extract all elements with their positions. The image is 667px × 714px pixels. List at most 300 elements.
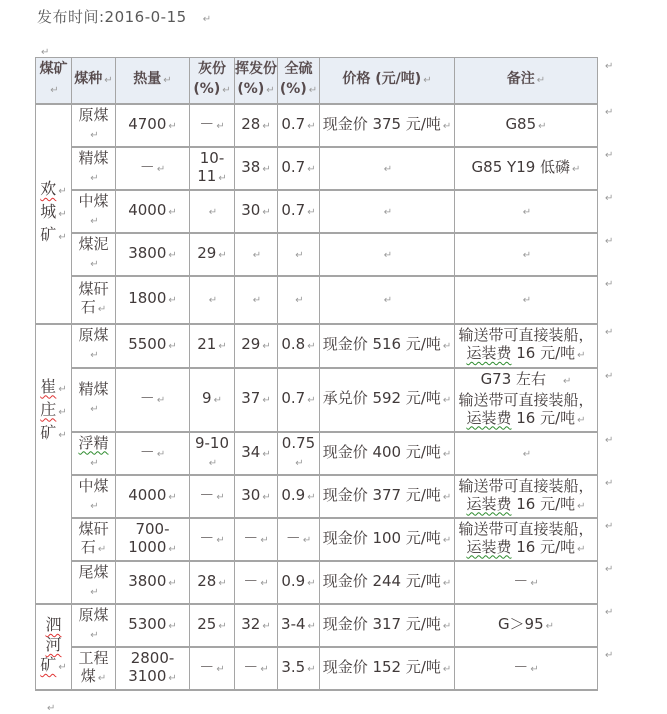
cell-paragraph <box>192 244 232 265</box>
text-segment: 灰份 <box>198 61 226 78</box>
paragraph-mark: ↵ <box>383 206 393 218</box>
paragraph-mark: ↵ <box>383 163 393 175</box>
text-segment: 16 元/吨 <box>511 408 576 427</box>
text-segment: 现金价 152 元/吨 <box>322 657 441 676</box>
text-segment: 现金价 375 元/吨 <box>322 114 441 133</box>
cell-paragraph <box>457 443 595 464</box>
text-segment: 煤种 <box>74 71 103 88</box>
heat-cell <box>116 368 190 432</box>
note-cell <box>455 104 598 147</box>
paragraph-mark: ↵ <box>168 341 177 352</box>
cell-paragraph <box>74 434 113 473</box>
heat-cell <box>116 432 190 475</box>
text-segment: 38 <box>241 157 261 176</box>
cell-paragraph <box>38 179 69 202</box>
header-cell-mine <box>36 58 72 104</box>
paragraph-mark: ↵ <box>536 75 546 87</box>
text-segment: 5500 <box>128 335 167 353</box>
text-segment: 现金价 100 元/吨 <box>322 528 441 547</box>
cell-paragraph <box>457 115 595 136</box>
paragraph-mark: ↵ <box>90 350 99 361</box>
paragraph-mark: ↵ <box>168 672 177 684</box>
note-cell <box>455 604 598 647</box>
heat-cell <box>116 475 190 518</box>
ash-cell <box>190 604 235 647</box>
cell-paragraph <box>74 192 113 231</box>
cell-paragraph <box>457 326 595 365</box>
row-end-mark: ↵ <box>605 106 614 118</box>
price-cell <box>320 190 455 233</box>
table-row <box>36 647 598 690</box>
paragraph-mark: ↵ <box>295 295 304 306</box>
text-segment: 25 <box>197 614 217 633</box>
table-row <box>36 233 598 276</box>
paragraph-mark: ↵ <box>307 341 316 352</box>
sulfur-cell <box>278 276 320 324</box>
text-segment: 16 元/吨 <box>511 494 576 513</box>
paragraph-mark: ↵ <box>218 620 227 632</box>
paragraph-mark: ↵ <box>208 295 218 306</box>
cell-paragraph <box>322 572 452 593</box>
header-cell-note <box>455 58 598 104</box>
text-segment: 挥发份 <box>235 61 277 78</box>
paragraph-mark: ↵ <box>168 120 177 132</box>
text-segment: (%) <box>279 81 307 98</box>
text-segment: 34 <box>241 442 261 461</box>
header-label <box>235 59 277 79</box>
paragraph-mark: ↵ <box>262 448 271 460</box>
cell-paragraph <box>280 158 317 179</box>
paragraph-mark: ↵ <box>218 172 227 184</box>
note-cell <box>455 647 598 690</box>
sulfur-cell <box>278 432 320 475</box>
paragraph-mark: ↵ <box>260 577 269 589</box>
heat-cell <box>116 233 190 276</box>
header-sublabel <box>278 79 319 101</box>
text-segment: 4000 <box>128 485 167 504</box>
sulfur-cell <box>278 368 320 432</box>
paragraph-mark: ↵ <box>522 206 532 218</box>
ash-cell <box>190 276 235 324</box>
text-segment: 浮精 <box>78 433 109 452</box>
text-segment: 28 <box>241 114 261 133</box>
cell-paragraph <box>237 335 275 356</box>
price-cell <box>320 432 455 475</box>
paragraph-mark: ↵ <box>442 663 452 675</box>
paragraph-mark: ↵ <box>252 295 262 306</box>
table-row <box>36 432 598 475</box>
cell-paragraph <box>192 434 232 473</box>
paragraph-mark: ↵ <box>442 120 452 132</box>
ash-cell <box>190 475 235 518</box>
cell-paragraph <box>280 201 317 222</box>
text-segment: 输送带可直接装船， <box>458 326 594 344</box>
row-end-mark: ↵ <box>605 192 614 204</box>
sulfur-cell <box>278 518 320 561</box>
row-end-mark: ↵ <box>605 60 614 72</box>
paragraph-mark: ↵ <box>538 120 547 132</box>
text-segment: 3.5 <box>281 657 306 676</box>
cell-paragraph <box>280 486 317 507</box>
cell-paragraph <box>457 572 595 593</box>
text-segment: 泗河 <box>45 615 62 654</box>
row-end-mark: ↵ <box>605 563 614 575</box>
table-row <box>36 604 598 647</box>
paragraph-mark: ↵ <box>222 85 231 97</box>
cell-paragraph <box>322 658 452 679</box>
cell-paragraph <box>280 615 317 636</box>
volatile-cell <box>235 324 278 368</box>
coal-type-cell <box>72 604 116 647</box>
text-segment: 煤泥 <box>78 234 109 253</box>
paragraph-mark: ↵ <box>208 206 218 218</box>
paragraph-mark: ↵ <box>90 586 99 598</box>
text-segment: G85 Y19 低磷 <box>471 157 571 176</box>
paragraph-mark: ↵ <box>577 414 586 426</box>
paragraph-mark: ↵ <box>302 534 312 546</box>
ash-cell <box>190 647 235 690</box>
paragraph-mark: ↵ <box>216 120 225 132</box>
text-segment: 3-4 <box>281 614 306 633</box>
mine-cell <box>36 604 72 690</box>
coal-price-table <box>35 57 598 691</box>
header-cell-volatile <box>235 58 278 104</box>
text-segment: － <box>199 657 215 676</box>
heat-cell <box>116 276 190 324</box>
cell-paragraph <box>280 389 317 410</box>
cell-paragraph <box>192 572 232 593</box>
cell-paragraph <box>237 486 275 507</box>
cell-paragraph <box>237 389 275 410</box>
cell-paragraph <box>192 529 232 550</box>
header-cell-sulfur <box>278 58 320 104</box>
table-row <box>36 276 598 324</box>
text-segment: (%) <box>193 81 221 98</box>
mine-cell <box>36 324 72 604</box>
text-segment: 16 元/吨 <box>511 537 576 556</box>
coal-type-cell <box>72 233 116 276</box>
coal-type-cell <box>72 147 116 190</box>
paragraph-mark: ↵ <box>90 258 99 270</box>
paragraph-mark: ↵ <box>168 491 177 503</box>
cell-paragraph <box>118 443 187 464</box>
ash-cell <box>190 432 235 475</box>
price-cell <box>320 324 455 368</box>
coal-type-cell <box>72 647 116 690</box>
cell-paragraph <box>280 335 317 356</box>
text-segment: 庄 <box>40 399 57 419</box>
header-cell-ash <box>190 58 235 104</box>
heat-cell <box>116 190 190 233</box>
table-row <box>36 324 598 368</box>
price-cell <box>320 561 455 604</box>
paragraph-mark: ↵ <box>90 500 99 512</box>
paragraph-mark: ↵ <box>530 577 539 589</box>
cell-paragraph <box>457 391 595 430</box>
text-segment: 0.75 <box>281 433 316 452</box>
volatile-cell <box>235 561 278 604</box>
ash-cell <box>190 233 235 276</box>
volatile-cell <box>235 104 278 147</box>
paragraph-mark: ↵ <box>90 404 99 415</box>
text-segment: 3800 <box>128 243 167 262</box>
row-end-mark: ↵ <box>605 434 614 446</box>
paragraph-mark: ↵ <box>168 249 177 261</box>
paragraph-mark: ↵ <box>262 395 271 406</box>
note-cell <box>455 432 598 475</box>
cell-paragraph <box>74 149 113 188</box>
sulfur-cell <box>278 190 320 233</box>
volatile-cell <box>235 475 278 518</box>
text-segment: G85 <box>505 114 537 133</box>
text-segment: 运装费 <box>466 344 512 362</box>
note-cell <box>455 276 598 324</box>
text-segment: 矿 <box>40 225 57 244</box>
table-row <box>36 368 598 432</box>
paragraph-mark: ↵ <box>156 448 166 460</box>
price-cell <box>320 233 455 276</box>
paragraph-mark: ↵ <box>307 663 316 675</box>
cell-paragraph <box>457 244 595 265</box>
cell-paragraph <box>237 615 275 636</box>
sulfur-cell <box>278 475 320 518</box>
text-segment: 原煤 <box>78 326 109 344</box>
cell-paragraph <box>74 606 113 645</box>
paragraph-mark: ↵ <box>90 129 99 141</box>
text-segment: 矿 <box>40 422 57 442</box>
paragraph-mark: ↵ <box>58 662 67 673</box>
text-segment: 输送带可直接装船， <box>458 476 594 495</box>
text-segment: 备注 <box>506 71 535 88</box>
paragraph-mark: ↵ <box>58 429 67 441</box>
text-segment: 4700 <box>128 114 167 133</box>
paragraph-mark: ↵ <box>307 395 316 406</box>
text-segment: 尾煤 <box>78 562 109 581</box>
cell-paragraph <box>280 572 317 593</box>
paragraph-mark: ↵ <box>260 534 269 546</box>
heat-cell <box>116 147 190 190</box>
paragraph-mark: ↵ <box>90 629 99 641</box>
header-label <box>190 59 234 79</box>
text-segment: 输送带可直接装船， <box>458 390 594 409</box>
cell-paragraph <box>237 289 275 310</box>
volatile-cell <box>235 647 278 690</box>
price-cell <box>320 604 455 647</box>
text-segment: 4000 <box>128 200 167 219</box>
text-segment: 5300 <box>128 614 167 633</box>
paragraph-mark: ↵ <box>307 120 316 132</box>
text-segment: 承兑价 592 元/吨 <box>322 389 441 407</box>
cell-paragraph <box>38 202 69 225</box>
text-segment: － <box>199 485 215 504</box>
cell-paragraph <box>192 289 232 310</box>
cell-paragraph <box>457 201 595 222</box>
note-cell <box>455 190 598 233</box>
text-segment: 9-10 <box>194 433 230 452</box>
coal-type-cell <box>72 475 116 518</box>
sulfur-cell <box>278 647 320 690</box>
text-segment: 工程煤 <box>78 648 109 685</box>
cell-paragraph <box>118 201 187 222</box>
paragraph-mark: ↵ <box>442 620 452 632</box>
header-cell-heat <box>116 58 190 104</box>
text-segment: 0.7 <box>281 114 306 133</box>
text-segment: 0.7 <box>281 200 306 219</box>
text-segment: 原煤 <box>78 105 109 124</box>
text-segment: (%) <box>237 81 265 98</box>
paragraph-mark: ↵ <box>168 577 177 589</box>
header-label <box>36 59 71 101</box>
paragraph-mark: ↵ <box>262 491 271 503</box>
text-segment: － <box>243 657 259 676</box>
heat-cell <box>116 647 190 690</box>
cell-paragraph <box>118 335 187 356</box>
cell-paragraph <box>118 115 187 136</box>
cell-paragraph <box>74 106 113 145</box>
cell-paragraph <box>322 158 452 179</box>
volatile-cell <box>235 518 278 561</box>
paragraph-mark: ↵ <box>216 663 225 675</box>
table-row <box>36 561 598 604</box>
text-segment: 运装费 <box>466 537 512 556</box>
note-cell <box>455 324 598 368</box>
cell-paragraph <box>118 615 187 636</box>
paragraph-mark: ↵ <box>308 85 318 97</box>
volatile-cell <box>235 604 278 647</box>
cell-paragraph <box>118 572 187 593</box>
text-segment: 30 <box>241 200 261 219</box>
paragraph-mark: ↵ <box>156 395 166 406</box>
paragraph-mark: ↵ <box>213 395 222 406</box>
cell-paragraph <box>192 201 232 222</box>
paragraph-mark: ↵ <box>58 383 67 395</box>
coal-type-cell <box>72 104 116 147</box>
text-segment: 煤矸石 <box>78 280 109 316</box>
cell-paragraph <box>237 244 275 265</box>
text-segment: － <box>139 157 155 176</box>
text-segment: 煤矸石 <box>78 519 109 556</box>
cell-paragraph <box>38 615 69 678</box>
paragraph-mark: ↵ <box>202 14 212 25</box>
paragraph-mark: ↵ <box>383 249 393 261</box>
heat-cell <box>116 324 190 368</box>
paragraph-mark: ↵ <box>218 341 227 352</box>
ash-cell <box>190 147 235 190</box>
coal-type-cell <box>72 276 116 324</box>
paragraph-mark: ↵ <box>156 163 166 175</box>
paragraph-mark: ↵ <box>266 85 275 97</box>
header-sublabel <box>235 79 277 101</box>
cell-paragraph <box>192 658 232 679</box>
text-segment: 原煤 <box>78 605 109 624</box>
text-segment: 热量 <box>133 71 162 88</box>
price-cell <box>320 147 455 190</box>
paragraph-mark: ↵ <box>216 534 225 546</box>
table-row <box>36 518 598 561</box>
cell-paragraph <box>192 389 232 410</box>
text-segment: 现金价 400 元/吨 <box>322 442 441 461</box>
paragraph-mark: ↵ <box>577 543 586 555</box>
text-segment: 1800 <box>128 289 167 307</box>
text-segment: － <box>513 657 529 676</box>
text-segment: 700-1000 <box>128 519 170 556</box>
row-end-mark: ↵ <box>605 235 614 247</box>
text-segment: 运装费 <box>466 408 512 427</box>
row-end-mark: ↵ <box>605 649 614 661</box>
paragraph-mark: ↵ <box>97 543 107 555</box>
note-cell <box>455 233 598 276</box>
paragraph-mark: ↵ <box>572 163 581 175</box>
cell-paragraph <box>280 658 317 679</box>
sulfur-cell <box>278 233 320 276</box>
price-cell <box>320 104 455 147</box>
sulfur-cell <box>278 604 320 647</box>
cell-paragraph <box>74 326 113 365</box>
paragraph-mark: ↵ <box>262 620 271 632</box>
price-cell <box>320 276 455 324</box>
text-segment: － <box>199 528 215 547</box>
cell-paragraph <box>280 289 317 310</box>
volatile-cell <box>235 190 278 233</box>
cell-paragraph <box>74 280 113 319</box>
text-segment: 输送带可直接装船， <box>458 519 594 538</box>
cell-paragraph <box>237 115 275 136</box>
sulfur-cell <box>278 561 320 604</box>
cell-paragraph <box>457 370 595 391</box>
paragraph-mark: ↵ <box>262 206 271 218</box>
header-cell-price <box>320 58 455 104</box>
cell-paragraph <box>74 380 113 419</box>
text-segment: 3800 <box>128 571 167 590</box>
cell-paragraph <box>237 443 275 464</box>
note-cell <box>455 475 598 518</box>
paragraph-mark: ↵ <box>262 120 271 132</box>
cell-paragraph <box>38 225 69 248</box>
cell-paragraph <box>322 244 452 265</box>
cell-paragraph <box>280 115 317 136</box>
cell-paragraph <box>237 529 275 550</box>
price-cell <box>320 475 455 518</box>
coal-type-cell <box>72 432 116 475</box>
paragraph-mark: ↵ <box>307 491 316 503</box>
header-label <box>116 69 189 91</box>
cell-paragraph <box>322 201 452 222</box>
cell-paragraph <box>280 434 317 473</box>
row-end-mark: ↵ <box>605 606 614 618</box>
paragraph-mark: ↵ <box>442 448 452 460</box>
text-segment: G73 左右 <box>480 369 562 388</box>
cell-paragraph <box>118 244 187 265</box>
cell-paragraph <box>118 486 187 507</box>
cell-paragraph <box>74 563 113 602</box>
text-segment: 精煤 <box>78 148 109 167</box>
cell-paragraph <box>118 389 187 410</box>
text-segment: － <box>243 528 259 547</box>
paragraph-mark: ↵ <box>545 620 555 632</box>
paragraph-mark: ↵ <box>208 457 218 469</box>
after-table-paragraph-mark: ↵ <box>47 702 56 714</box>
paragraph-mark: ↵ <box>58 406 67 418</box>
text-segment: 欢 <box>40 179 57 198</box>
cell-paragraph <box>74 235 113 274</box>
text-segment: － <box>199 114 215 133</box>
cell-paragraph <box>457 658 595 679</box>
header-sublabel <box>190 79 234 101</box>
text-segment: 29 <box>197 243 217 262</box>
text-segment: － <box>243 571 259 590</box>
cell-paragraph <box>322 389 452 410</box>
paragraph-mark: ↵ <box>262 341 271 352</box>
